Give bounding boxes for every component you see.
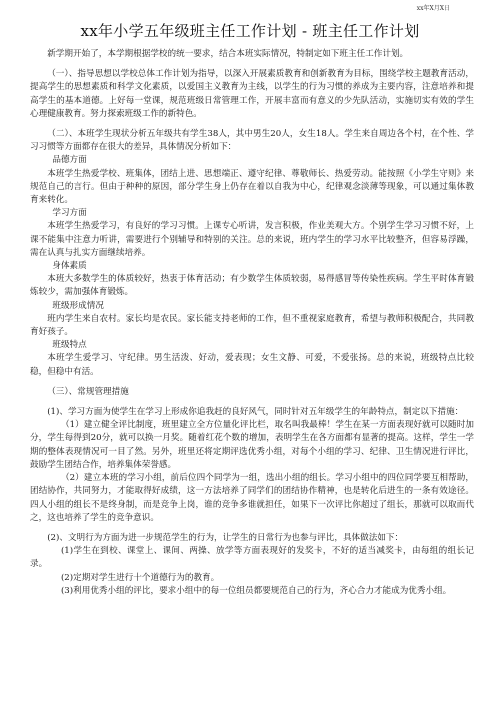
behavior-measure-1: (1)学生在到校、课堂上、课间、两操、放学等方面表现好的发奖卡，不好的适当减奖卡，由每组的组长记录。 <box>30 546 474 570</box>
subheading-class-features: 班级特点 <box>52 340 87 351</box>
paragraph-class-features: 本班学生爱学习、守纪律。男生活泼、好动，爱表现；女生文静、可爱，不爱张扬。总的来说，班级特点比较稳，但稳中有活。 <box>30 353 474 377</box>
subheading-morality: 品德方面 <box>52 155 87 166</box>
study-measure-1: （1）建立健全评比制度，班里建立全方位量化评比栏，取名叫我最棒！学生在某一方面表现好就可以随时加分，学生每得到20分，就可以换一月奖。随着红花个数的增加，表明学生在各方面都有显著的提高。这样，学生一学期的整体表现情况可一目了然。另外，班里还将定期评选优秀小组，对每个小组的学习、纪律、卫生情况进行评比，鼓励学生团结合作，培养集体荣誉感。 <box>30 420 474 470</box>
study-measures-lead: (1)、学习方面为使学生在学习上形成你追我赶的良好风气，同时针对五年级学生的年龄特点，制定以下措施： <box>47 407 464 418</box>
subheading-class-formation: 班级形成情况 <box>52 300 104 311</box>
section-routine-heading: （三）、常规管理措施 <box>47 386 129 397</box>
subheading-physical: 身体素质 <box>52 261 87 272</box>
behavior-measure-2: (2)定期对学生进行十个道德行为的教育。 <box>60 572 220 583</box>
section-class-analysis-lead: （二）、本班学生现状分析五年级共有学生38人，其中男生20人，女生18人。学生来自周边各个村，在个性、学习习惯等方面都存在很大的差异，具体情况分析如下： <box>30 129 474 153</box>
study-measure-2: （2）建立本班的学习小组，前后位四个同学为一组，选出小组的组长。学习小组中的四位同学要互相帮助，团结协作，共同努力，才能取得好成绩，这一方法培养了同学们的团结协作精神，也是转化后进生的一条有效途径。四人小组的组长不是终身制，而是竞争上岗，谁的竞争多谁就担任，如果下一次评比你超过了组长，那就可以取而代之，这也培养了学生的竞争意识。 <box>30 473 474 523</box>
document-title: xx年小学五年级班主任工作计划 - 班主任工作计划 <box>80 22 420 40</box>
subheading-study: 学习方面 <box>52 208 87 219</box>
document-date: xx年X月X日 <box>416 5 450 12</box>
intro-paragraph: 新学期开始了，本学期根据学校的统一要求，结合本班实际情况，特制定如下班主任工作计划。 <box>47 49 409 59</box>
behavior-measure-3: (3)利用优秀小组的评比，要求小组中的每一位组员都要规范自己的行为，齐心合力才能成为优秀小组。 <box>60 585 452 596</box>
document-body <box>30 48 474 598</box>
paragraph-physical: 本班大多数学生的体质较好，热衷于体育活动；有少数学生体质较弱，易得感冒等传染性疾病。学生平时体育锻炼较少，需加强体育锻炼。 <box>30 274 474 298</box>
paragraph-class-formation: 班内学生来自农村。家长均是农民。家长能支持老师的工作，但不重视家庭教育，希望与教师积极配合，共同教育好孩子。 <box>30 313 474 338</box>
section-guiding-ideology: （一）、指导思想以学校总体工作计划为指导，以深入开展素质教育和创新教育为目标，围绕学校主题教育活动，提高学生的思想素质和科学文化素质，以爱国主义教育为主线，以学生的行为习惯的养成为主要内容，注意培养和提高学生的基本道德。上好每一堂课，规范班级日常管理工作，开展丰富而有意义的少先队活动，实施切实有效的学生心理健康教育。努力探索班级工作的新特色。 <box>30 69 474 119</box>
paragraph-study: 本班学生热爱学习，有良好的学习习惯。上课专心听讲，发言积极，作业美观大方。个别学生学习习惯不好，上课不能集中注意力听讲，需要进行个别辅导和特别的关注。总的来说，班内学生的学习水平比较整齐，但容易浮躁，需在认真与扎实方面继续培养。 <box>30 221 474 258</box>
paragraph-morality: 本班学生热爱学校、班集体，团结上进、思想端正、遵守纪律、尊敬师长、热爱劳动。能按照《小学生守则》来规范自己的言行。但由于种种的原因，部分学生身上仍存在着以自我为中心，纪律观念淡薄等现象，可以通过集体教育来转化。 <box>30 168 474 206</box>
behavior-measures-lead: (2)、文明行为方面为进一步规范学生的行为，让学生的日常行为也参与评比，具体做法如下： <box>47 532 404 543</box>
